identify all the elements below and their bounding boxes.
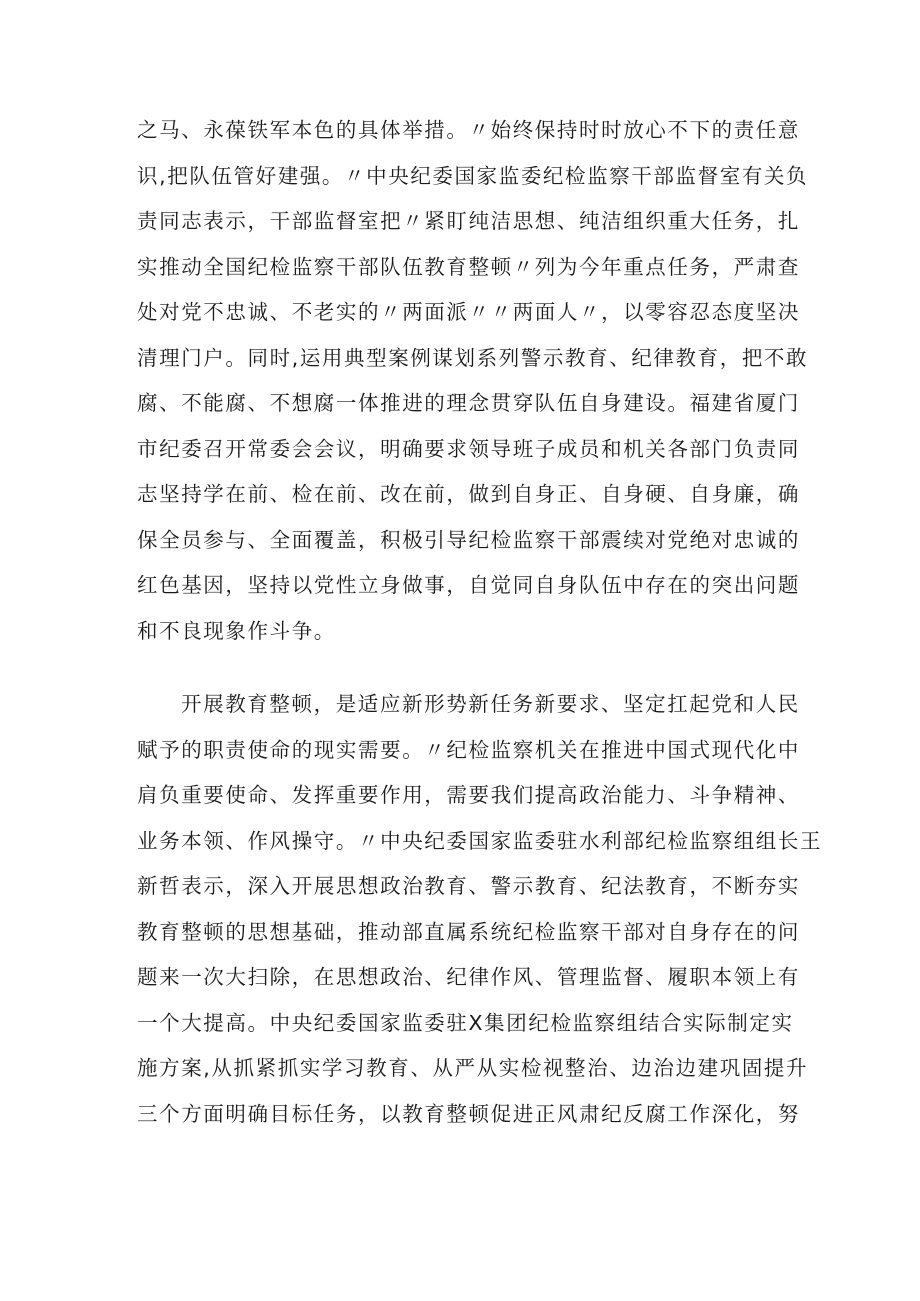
paragraph-2: [137, 682, 823, 1137]
paragraph-line: 清理门户。同时,运用典型案例谋划系列警示教育、纪律教育，把不敢: [137, 345, 809, 370]
paragraph-line: 识,把队伍管好建强。〃中央纪委国家监委纪检监察干部监督室有关负: [137, 163, 809, 188]
paragraph-line: 教育整顿的思想基础，推动部直属系统纪检监察干部对自身存在的问: [137, 919, 800, 944]
paragraph-line: 新哲表示，深入开展思想政治教育、警示教育、纪法教育，不断夯实: [137, 874, 800, 898]
paragraph-line: 开展教育整顿，是适应新形势新任务新要求、坚定扛起党和人民: [181, 692, 800, 716]
paragraph-line: 三个方面明确目标任务，以教育整顿促进正风肃纪反腐工作深化，努: [137, 1101, 800, 1126]
paragraph-line: 处对党不忠诚、不老实的〃两面派〃〃两面人〃，以零容忍态度坚决: [137, 300, 800, 324]
paragraph-line: 赋予的职责使命的现实需要。〃纪检监察机关在推进中国式现代化中: [137, 737, 800, 762]
paragraph-line: 实推动全国纪检监察干部队伍教育整顿〃列为今年重点任务，严肃查: [137, 254, 800, 279]
paragraph-line: 腐、不能腐、不想腐一体推进的理念贯穿队伍自身建设。福建省厦门: [137, 391, 800, 415]
paragraph-line: 保全员参与、全面覆盖，积极引导纪检监察干部震续对党绝对忠诚的: [137, 527, 800, 552]
paragraph-line: 施方案,从抓紧抓实学习教育、从严从实检视整治、边治边建巩固提升: [137, 1056, 809, 1080]
paragraph-1: [137, 108, 809, 654]
paragraph-line: 之马、永葆铁军本色的具体举措。〃始终保持时时放心不下的责任意: [137, 118, 800, 142]
paragraph-line: 业务本领、作风操守。〃中央纪委国家监委驻水利部纪检监察组组长王: [137, 828, 823, 853]
paragraph-line: 肩负重要使命、发挥重要作用，需要我们提高政治能力、斗争精神、: [137, 783, 800, 807]
paragraph-line: 责同志表示，干部监督室把〃紧盯纯洁思想、纯洁组织重大任务，扎: [137, 209, 800, 233]
paragraph-line: 红色基因，坚持以党性立身做事，自觉同自身队伍中存在的突出问题: [137, 573, 800, 597]
paragraph-line: 和不良现象作斗争。: [137, 618, 336, 643]
paragraph-line: 一个大提高。中央纪委国家监委驻X集团纪检监察组结合实际制定实: [137, 1010, 794, 1035]
paragraph-line: 志坚持学在前、检在前、改在前，做到自身正、自身硬、自身廉，确: [137, 482, 800, 506]
paragraph-line: 市纪委召开常委会会议，明确要求领导班子成员和机关各部门负责同: [137, 436, 800, 461]
paragraph-line: 题来一次大扫除，在思想政治、纪律作风、管理监督、履职本领上有: [137, 965, 800, 989]
